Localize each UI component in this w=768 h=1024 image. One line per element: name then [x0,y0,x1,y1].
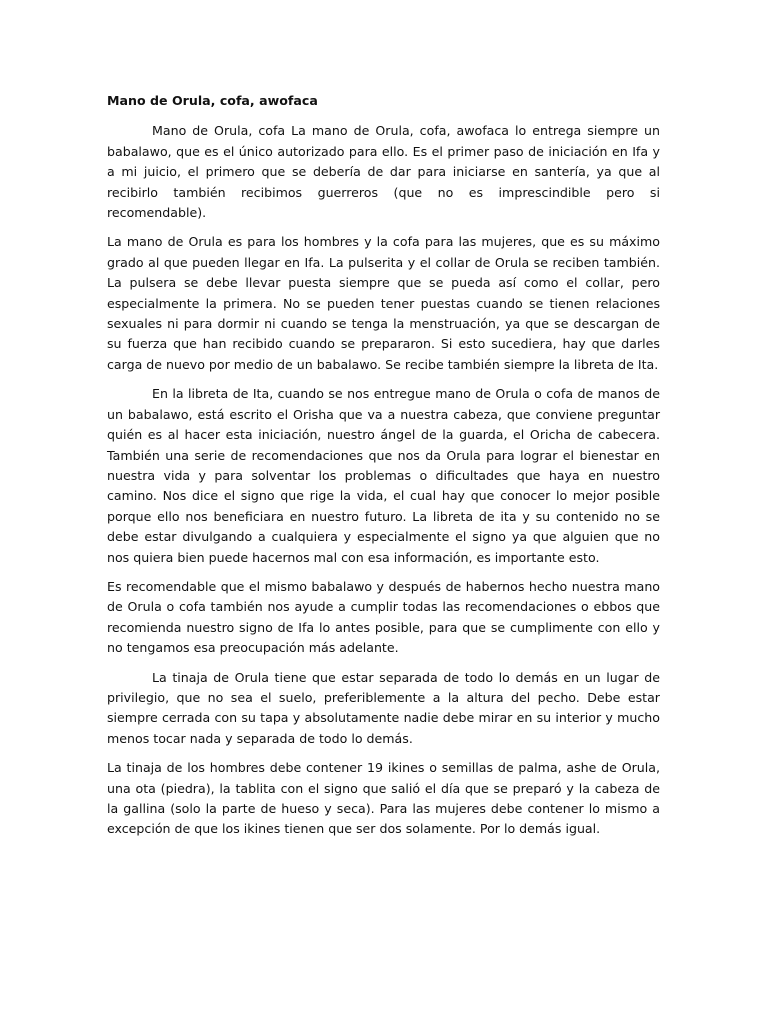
document-title: Mano de Orula, cofa, awofaca [107,93,318,108]
paragraph-1: Mano de Orula, cofa La mano de Orula, cofa, awofaca lo entrega siempre un babalawo, que es el único autorizado para ello. Es el primer paso de iniciación en Ifa y a mi juicio, el primero que se debería de dar para iniciarse en santería, ya que al recibirlo también recibimos guerreros (que no es imprescindible pero si recomendable). [107,123,660,221]
paragraph-6: La tinaja de los hombres debe contener 19 ikines o semillas de palma, ashe de Orula, una ota (piedra), la tablita con el signo que salió el día que se preparó y la cabeza de la gallina (solo la parte de hueso y seca). Para las mujeres debe contener lo mismo a excepción de que los ikines tienen que ser dos solamente. Por lo demás igual. [107,760,660,837]
document-body [107,91,660,849]
paragraph-5: La tinaja de Orula tiene que estar separada de todo lo demás en un lugar de privilegio, que no sea el suelo, preferiblemente a la altura del pecho. Debe estar siempre cerrada con su tapa y absolutamente nadie debe mirar en su interior y mucho menos tocar nada y separada de todo lo demás. [107,669,660,746]
paragraph-2: La mano de Orula es para los hombres y la cofa para las mujeres, que es su máximo grado al que pueden llegar en Ifa. La pulserita y el collar de Orula se reciben también. La pulsera se debe llevar puesta siempre que se pueda así como el collar, pero especialmente la primera. No se pueden tener puestas cuando se tienen relaciones sexuales ni para dormir ni cuando se tenga la menstruación, ya que se descargan de su fuerza que han recibido cuando se prepararon. Si esto sucediera, hay que darles carga de nuevo por medio de un babalawo. Se recibe también siempre la libreta de Ita. [107,234,660,372]
paragraph-3: En la libreta de Ita, cuando se nos entregue mano de Orula o cofa de manos de un babalawo, está escrito el Orisha que va a nuestra cabeza, que conviene preguntar quién es al hacer esta iniciación, nuestro ángel de la guarda, el Oricha de cabecera. También una serie de recomendaciones que nos da Orula para lograr el bienestar en nuestra vida y para solventar los problemas o dificultades que haya en nuestro camino. Nos dice el signo que rige la vida, el cual hay que conocer lo mejor posible porque ello nos beneficiara en nuestro futuro. La libreta de ita y su contenido no se debe estar divulgando a cualquiera y especialmente el signo ya que alguien que no nos quiera bien puede hacernos mal con esa información, es importante esto. [107,386,660,565]
paragraph-4: Es recomendable que el mismo babalawo y después de habernos hecho nuestra mano de Orula o cofa también nos ayude a cumplir todas las recomendaciones o ebbos que recomienda nuestro signo de Ifa lo antes posible, para que se cumplimente con ello y no tengamos esa preocupación más adelante. [107,578,660,656]
